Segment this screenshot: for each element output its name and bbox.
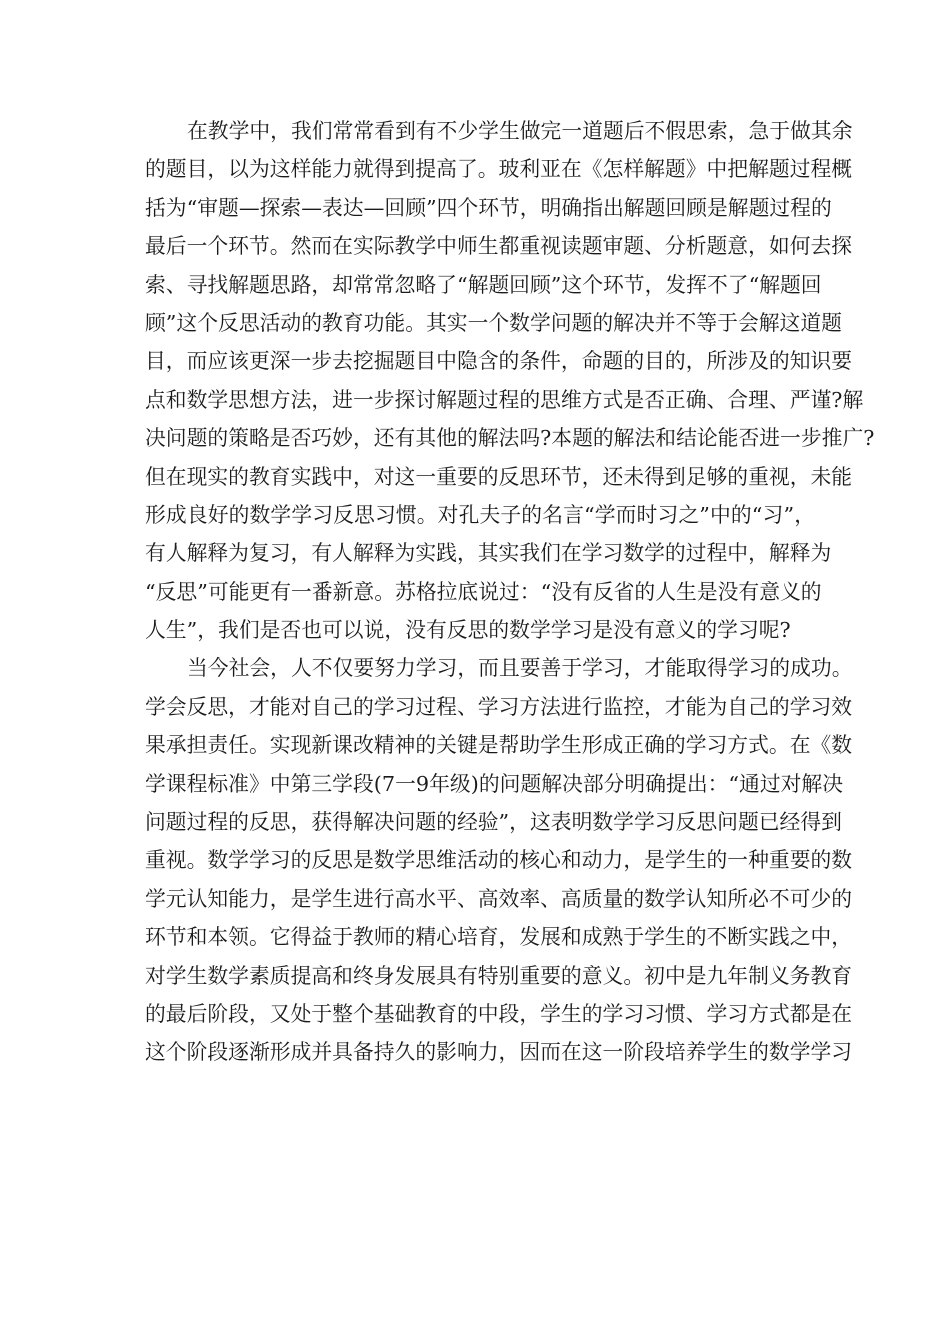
paragraph-2 (145, 649, 853, 1071)
paragraph-1 (145, 112, 875, 649)
text-line: 的题目，以为这样能力就得到提高了。玻利亚在《怎样解题》中把解题过程概 (145, 157, 853, 182)
text-line: 点和数学思想方法，进一步探讨解题过程的思维方式是否正确、合理、严谨?解 (145, 387, 864, 412)
text-line: 形成良好的数学学习反思习惯。对孔夫子的名言“学而时习之”中的“习”， (145, 502, 815, 527)
text-line: 目，而应该更深一步去挖掘题目中隐含的条件，命题的目的，所涉及的知识要 (145, 349, 853, 374)
text-line: 重视。数学学习的反思是数学思维活动的核心和动力，是学生的一种重要的数 (145, 848, 853, 873)
text-line: 人生”，我们是否也可以说，没有反思的数学学习是没有意义的学习呢? (145, 618, 791, 643)
text-line: 决问题的策略是否巧妙，还有其他的解法吗?本题的解法和结论能否进一步推广? (145, 426, 875, 451)
text-line: 学元认知能力，是学生进行高水平、高效率、高质量的数学认知所必不可少的 (145, 886, 853, 911)
text-line: “反思”可能更有一番新意。苏格拉底说过：“没有反省的人生是没有意义的 (145, 579, 822, 604)
text-line: 问题过程的反思，获得解决问题的经验”，这表明数学学习反思问题已经得到 (145, 810, 842, 835)
text-line: 索、寻找解题思路，却常常忽略了“解题回顾”这个环节，发挥不了“解题回 (145, 272, 822, 297)
text-line: 有人解释为复习，有人解释为实践，其实我们在学习数学的过程中，解释为 (145, 541, 832, 566)
text-line: 在教学中，我们常常看到有不少学生做完一道题后不假思索，急于做其余 (187, 119, 853, 143)
text-line: 学课程标准》中第三学段(7一9年级)的问题解决部分明确提出：“通过对解决 (145, 771, 844, 796)
text-line: 环节和本领。它得益于教师的精心培育，发展和成熟于学生的不断实践之中， (145, 925, 853, 950)
text-line: 的最后阶段，又处于整个基础教育的中段，学生的学习习惯、学习方式都是在 (145, 1001, 853, 1026)
text-line: 果承担责任。实现新课改精神的关键是帮助学生形成正确的学习方式。在《数 (145, 733, 853, 758)
text-line: 对学生数学素质提高和终身发展具有特别重要的意义。初中是九年制义务教育 (145, 963, 853, 988)
text-line: 学会反思，才能对自己的学习过程、学习方法进行监控，才能为自己的学习效 (145, 694, 853, 719)
body-text (145, 112, 875, 1072)
text-line: 最后一个环节。然而在实际教学中师生都重视读题审题、分析题意，如何去探 (145, 234, 853, 259)
text-line: 这个阶段逐渐形成并具备持久的影响力，因而在这一阶段培养学生的数学学习 (145, 1040, 853, 1065)
text-line: 但在现实的教育实践中，对这一重要的反思环节，还未得到足够的重视，未能 (145, 464, 853, 489)
text-line: 当今社会，人不仅要努力学习，而且要善于学习，才能取得学习的成功。 (187, 656, 853, 681)
text-line: 顾”这个反思活动的教育功能。其实一个数学问题的解决并不等于会解这道题 (145, 310, 842, 335)
text-line: 括为“审题—探索—表达—回顾”四个环节，明确指出解题回顾是解题过程的 (145, 195, 832, 220)
